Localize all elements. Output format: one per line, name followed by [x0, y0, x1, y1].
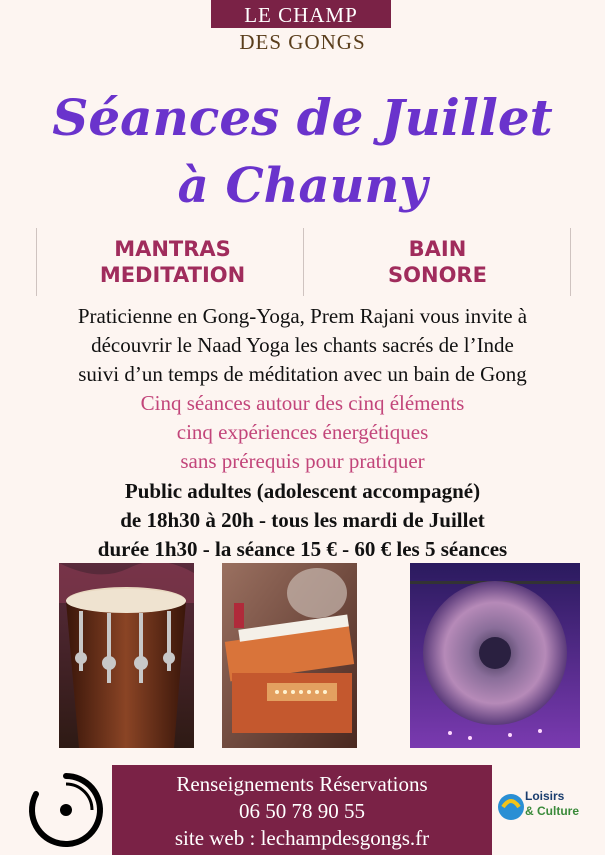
intro-line: Praticienne en Gong-Yoga, Prem Rajani vous invite à [77, 304, 528, 328]
category-label: MANTRAS [114, 237, 231, 261]
highlight-line: cinq expériences énergétiques [176, 420, 429, 444]
divider-right [570, 228, 571, 296]
brand-name-line1: LE CHAMP [211, 0, 391, 28]
category-label: SONORE [388, 263, 487, 287]
category-label: MEDITATION [99, 263, 246, 287]
page-title-line1: Séances de Juillet [52, 88, 553, 147]
intro-line: découvrir le Naad Yoga les chants sacrés de l’Inde [91, 333, 514, 357]
contact-heading: Renseignements Réservations [176, 772, 428, 796]
loisirs-culture-logo [495, 783, 605, 828]
drum-photo [59, 563, 194, 748]
harmonium-photo [222, 563, 357, 748]
highlight-line: sans prérequis pour pratiquer [180, 449, 425, 473]
detail-line: de 18h30 à 20h - tous les mardi de Juillet [120, 508, 485, 532]
contact-box [112, 765, 492, 855]
partner-name-line2: & Culture [525, 804, 579, 818]
category-label: BAIN [408, 237, 467, 261]
enso-logo [26, 770, 106, 850]
detail-line: durée 1h30 - la séance 15 € - 60 € les 5 séances [97, 537, 508, 561]
category-bain-sonore [325, 236, 550, 288]
phone-number[interactable]: 06 50 78 90 55 [239, 799, 365, 823]
brand-name-line2: DES GONGS [239, 30, 366, 54]
website-link[interactable]: site web : lechampdesgongs.fr [174, 826, 430, 850]
page-title-line2: à Chauny [177, 158, 428, 214]
divider-middle [303, 228, 304, 296]
category-mantras-meditation [60, 236, 285, 288]
divider-left [36, 228, 37, 296]
partner-name-line1: Loisirs [525, 789, 565, 803]
highlight-line: Cinq séances autour des cinq éléments [140, 391, 465, 415]
gong-photo [410, 563, 580, 748]
intro-line: suivi d’un temps de méditation avec un bain de Gong [78, 362, 527, 386]
detail-line: Public adultes (adolescent accompagné) [124, 479, 481, 503]
